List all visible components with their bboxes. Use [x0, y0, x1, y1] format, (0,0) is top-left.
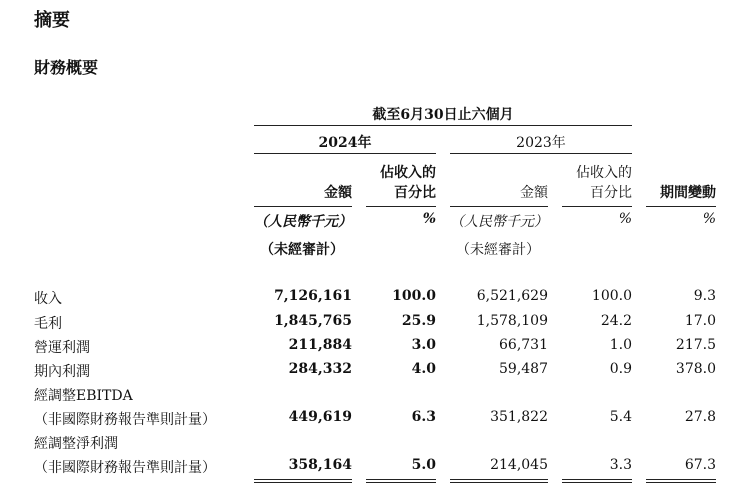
col-pct-2023-line2: 百分比 — [590, 185, 632, 201]
row-label-sub: （非國際財務報告準則計量） — [34, 460, 216, 476]
unit-rmb-2024: （人民幣千元） — [254, 214, 352, 230]
row-amount-2023: 351,822 — [490, 409, 548, 425]
total-double-rule — [254, 479, 352, 483]
year-2023-header: 2023年 — [516, 135, 566, 151]
row-amount-2024: 1,845,765 — [274, 313, 352, 329]
row-pct-2024: 4.0 — [411, 361, 436, 377]
col-amount-2024: 金額 — [324, 185, 352, 201]
row-change: 9.3 — [693, 288, 716, 304]
hdr-rule-change — [646, 206, 716, 207]
row-amount-2024: 358,164 — [288, 457, 352, 473]
row-amount-2023: 1,578,109 — [476, 313, 548, 329]
row-amount-2023: 66,731 — [499, 337, 548, 353]
total-double-rule — [450, 479, 548, 483]
unit-pct-2023: % — [618, 211, 632, 227]
row-label: 營運利潤 — [34, 340, 90, 356]
row-pct-2023: 1.0 — [609, 337, 632, 353]
hdr-rule-amt-2024 — [254, 206, 352, 207]
row-pct-2023: 24.2 — [600, 313, 632, 329]
row-change: 378.0 — [675, 361, 716, 377]
row-change: 17.0 — [684, 313, 716, 329]
hdr-rule-amt-2023 — [450, 206, 548, 207]
year-2024-rule — [254, 153, 436, 154]
row-pct-2024: 6.3 — [411, 409, 436, 425]
row-pct-2024: 3.0 — [411, 337, 436, 353]
row-amount-2024: 7,126,161 — [274, 288, 352, 304]
row-pct-2023: 100.0 — [591, 288, 632, 304]
col-pct-2023-line1: 佔收入的 — [576, 165, 632, 181]
row-change: 217.5 — [675, 337, 716, 353]
total-double-rule — [366, 479, 436, 483]
total-double-rule — [562, 479, 632, 483]
section-title: 財務概要 — [34, 58, 99, 77]
year-2024-header: 2024年 — [318, 135, 372, 151]
row-label: 收入 — [34, 291, 62, 307]
unit-pct-change: % — [702, 211, 716, 227]
row-label: 期內利潤 — [34, 364, 90, 380]
row-change: 27.8 — [684, 409, 716, 425]
hdr-rule-pct-2023 — [562, 206, 632, 207]
row-amount-2023: 214,045 — [490, 457, 548, 473]
row-pct-2024: 5.0 — [411, 457, 436, 473]
row-label: 經調整EBITDA — [34, 388, 133, 404]
row-pct-2024: 25.9 — [401, 313, 436, 329]
unaudited-2024: （未經審計） — [260, 242, 344, 258]
row-amount-2024: 211,884 — [288, 337, 352, 353]
row-label: 毛利 — [34, 316, 62, 332]
period-header: 截至6月30日止六個月 — [372, 107, 514, 123]
unit-rmb-2023: （人民幣千元） — [450, 214, 548, 230]
unit-pct-2024: % — [422, 211, 436, 227]
row-amount-2023: 59,487 — [499, 361, 548, 377]
col-pct-2024-line2: 百分比 — [394, 185, 436, 201]
row-amount-2024: 449,619 — [288, 409, 352, 425]
row-label-sub: （非國際財務報告準則計量） — [34, 412, 216, 428]
row-pct-2023: 3.3 — [609, 457, 632, 473]
row-change: 67.3 — [684, 457, 716, 473]
col-pct-2024-line1: 佔收入的 — [380, 165, 436, 181]
page-title: 摘要 — [34, 10, 70, 31]
row-amount-2023: 6,521,629 — [476, 288, 548, 304]
row-label: 經調整淨利潤 — [34, 436, 118, 452]
col-amount-2023: 金額 — [520, 185, 548, 201]
row-pct-2023: 0.9 — [609, 361, 632, 377]
col-change: 期間變動 — [660, 185, 716, 201]
total-double-rule — [646, 479, 716, 483]
row-amount-2024: 284,332 — [288, 361, 352, 377]
unaudited-2023: （未經審計） — [456, 242, 540, 258]
year-2023-rule — [450, 153, 632, 154]
hdr-rule-pct-2024 — [366, 206, 436, 207]
row-pct-2024: 100.0 — [392, 288, 436, 304]
period-rule — [254, 125, 632, 126]
row-pct-2023: 5.4 — [609, 409, 632, 425]
